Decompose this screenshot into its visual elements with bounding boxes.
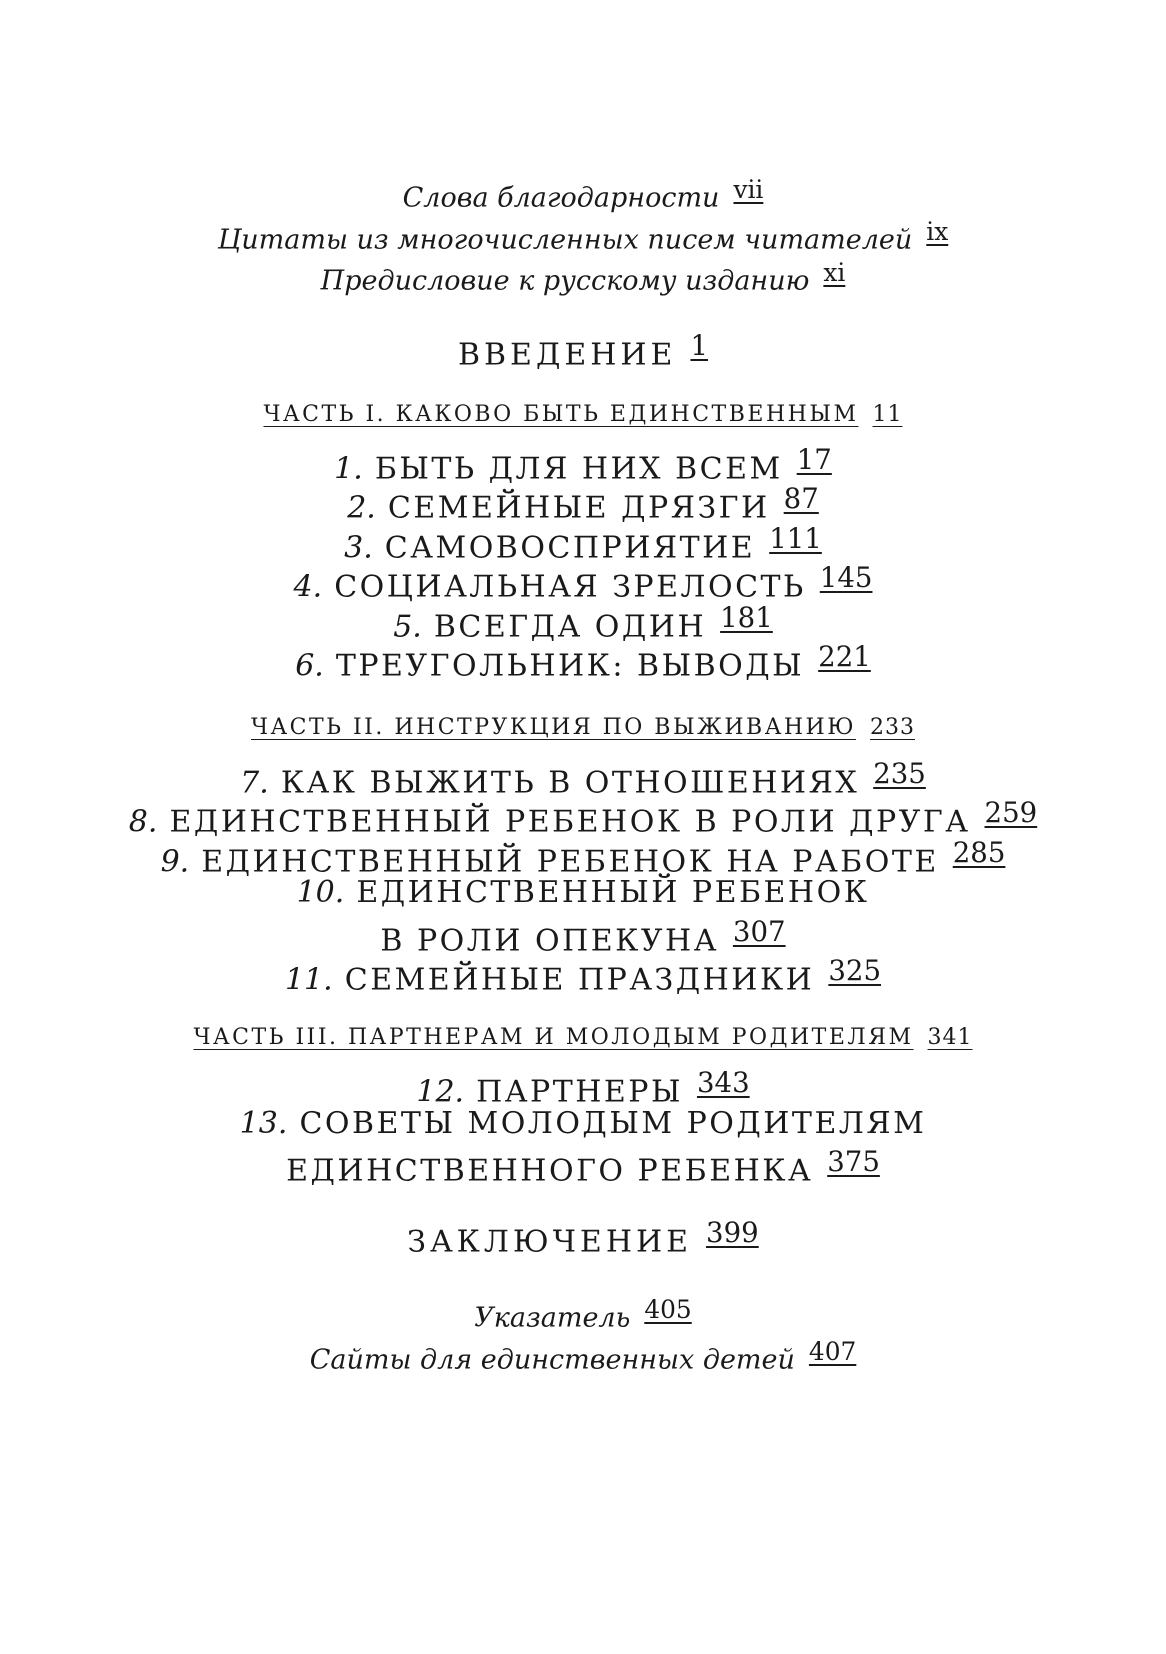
page-number: ix <box>926 217 949 246</box>
entry-title: Сайты для единственных детей <box>309 1344 795 1376</box>
chapter-title: ТРЕУГОЛЬНИК: ВЫВОДЫ <box>335 648 805 684</box>
chapter-title: СЕМЕЙНЫЕ ПРАЗДНИКИ <box>344 962 815 998</box>
page-number: 1 <box>690 329 709 362</box>
part-heading-2 <box>0 717 1166 739</box>
chapter-entry-10 <box>0 875 1166 910</box>
entry-title: Предисловие к русскому изданию <box>320 265 810 297</box>
page-number: 407 <box>808 1337 857 1366</box>
chapter-title-continued: В РОЛИ ОПЕКУНА <box>380 923 719 959</box>
chapter-number: 4. <box>293 569 323 605</box>
page-number: 87 <box>783 482 819 515</box>
chapter-entry-6 <box>0 640 1166 684</box>
chapter-number: 5. <box>393 609 422 645</box>
toc-entry-index <box>0 1295 1166 1334</box>
chapter-number: 13. <box>239 1106 288 1141</box>
entry-title: ВВЕДЕНИЕ <box>457 337 677 373</box>
entry-title: Цитаты из многочисленных писем читателей <box>217 224 913 256</box>
chapter-entry-9 <box>0 836 1166 880</box>
chapter-title: ЕДИНСТВЕННЫЙ РЕБЕНОК НА РАБОТЕ <box>201 844 939 880</box>
chapter-entry-3 <box>0 522 1166 566</box>
chapter-entry-12 <box>0 1066 1166 1110</box>
toc-entry-acknowledgements <box>0 175 1166 214</box>
chapter-title: СОВЕТЫ МОЛОДЫМ РОДИТЕЛЯМ <box>299 1106 927 1141</box>
page-number: 259 <box>984 796 1038 829</box>
chapter-title: СОЦИАЛЬНАЯ ЗРЕЛОСТЬ <box>334 569 806 605</box>
chapter-entry-5 <box>0 601 1166 645</box>
page-number: 145 <box>819 561 873 594</box>
chapter-entry-13 <box>0 1106 1166 1141</box>
part-title: ЧАСТЬ I. КАКОВО БЫТЬ ЕДИНСТВЕННЫМ <box>263 402 859 427</box>
chapter-entry-11 <box>0 954 1166 998</box>
chapter-title: КАК ВЫЖИТЬ В ОТНОШЕНИЯХ <box>280 765 860 801</box>
part-title: ЧАСТЬ II. ИНСТРУКЦИЯ ПО ВЫЖИВАНИЮ <box>251 715 856 740</box>
page-number: 307 <box>732 915 786 948</box>
chapter-entry-13-continued <box>0 1145 1166 1189</box>
toc-entry-websites <box>0 1337 1166 1376</box>
chapter-title: СЕМЕЙНЫЕ ДРЯЗГИ <box>387 490 770 526</box>
page-number: 399 <box>706 1216 759 1249</box>
toc-entry-preface <box>0 258 1166 297</box>
entry-title: Слова благодарности <box>402 182 720 214</box>
chapter-number: 9. <box>160 844 190 880</box>
part-heading-3 <box>0 1027 1166 1049</box>
chapter-entry-4 <box>0 561 1166 605</box>
page-number: 181 <box>720 601 773 634</box>
part-page-number: 233 <box>869 715 915 740</box>
chapter-number: 3. <box>344 530 373 566</box>
chapter-title: САМОВОСПРИЯТИЕ <box>384 530 756 566</box>
page-number: 325 <box>828 954 882 987</box>
chapter-entry-2 <box>0 482 1166 526</box>
chapter-entry-7 <box>0 757 1166 801</box>
chapter-entry-1 <box>0 443 1166 487</box>
toc-entry-reader-quotes <box>0 217 1166 256</box>
chapter-number: 1. <box>334 451 363 487</box>
page-number: 111 <box>769 522 822 555</box>
chapter-number: 8. <box>128 804 158 840</box>
chapter-title: ВСЕГДА ОДИН <box>433 609 707 645</box>
chapter-number: 10. <box>296 875 345 910</box>
chapter-number: 6. <box>295 648 324 684</box>
page-number: 285 <box>952 836 1006 869</box>
chapter-title: ЕДИНСТВЕННЫЙ РЕБЕНОК В РОЛИ ДРУГА <box>169 804 971 840</box>
chapter-title: ЕДИНСТВЕННЫЙ РЕБЕНОК <box>356 875 870 910</box>
page-number: vii <box>733 175 764 204</box>
page-number: 221 <box>818 640 871 673</box>
part-page-number: 341 <box>927 1025 973 1050</box>
chapter-number: 7. <box>240 765 269 801</box>
page-number: 343 <box>696 1066 750 1099</box>
chapter-number: 11. <box>284 962 333 998</box>
page-number: 405 <box>644 1295 692 1324</box>
page-number: 375 <box>827 1145 880 1178</box>
page-number: 235 <box>873 757 926 790</box>
chapter-number: 2. <box>347 490 376 526</box>
chapter-title-continued: ЕДИНСТВЕННОГО РЕБЕНКА <box>286 1153 814 1189</box>
toc-entry-introduction <box>0 329 1166 373</box>
toc-entry-conclusion <box>0 1216 1166 1260</box>
chapter-title: БЫТЬ ДЛЯ НИХ ВСЕМ <box>374 451 783 487</box>
chapter-entry-10-continued <box>0 915 1166 959</box>
chapter-title: ПАРТНЕРЫ <box>476 1074 683 1110</box>
chapter-number: 12. <box>416 1074 465 1110</box>
entry-title: Указатель <box>474 1302 631 1334</box>
page-number: xi <box>823 258 846 287</box>
entry-title: ЗАКЛЮЧЕНИЕ <box>407 1224 693 1260</box>
part-heading-1 <box>0 404 1166 426</box>
chapter-entry-8 <box>0 796 1166 840</box>
page-number: 17 <box>796 443 832 476</box>
part-page-number: 11 <box>872 402 903 427</box>
part-title: ЧАСТЬ III. ПАРТНЕРАМ И МОЛОДЫМ РОДИТЕЛЯМ <box>193 1025 914 1050</box>
